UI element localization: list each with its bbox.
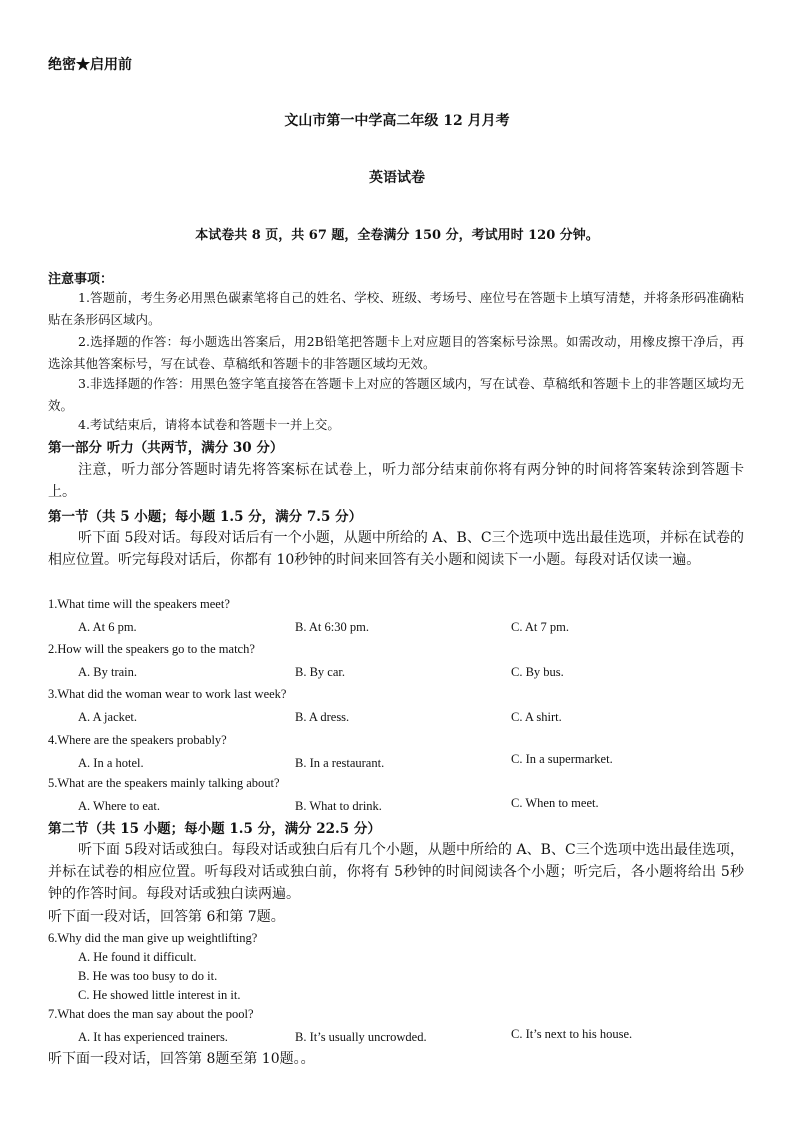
option-5c: C. When to meet.	[511, 796, 599, 810]
option-1c: C. At 7 pm.	[511, 620, 569, 634]
option-1a: A. At 6 pm.	[78, 620, 137, 634]
notice-title: 注意事项：	[48, 272, 114, 287]
question-3: 3.What did the woman wear to work last week?	[48, 687, 287, 701]
option-7c: C. It’s next to his house.	[511, 1027, 633, 1041]
dialogue-group-2: 听下面一段对话，回答第 8题至第 10题。。	[48, 1051, 315, 1067]
exam-title: 文山市第一中学高二年级 12 月月考	[284, 113, 510, 129]
question-1: 1.What time will the speakers meet?	[48, 597, 230, 611]
notice-item: 4.考试结束后，请将本试卷和答题卡一并上交。	[78, 417, 340, 432]
part1-heading: 第一部分 听力（共两节，满分 30 分）	[48, 440, 284, 456]
option-6b: B. He was too busy to do it.	[78, 969, 218, 983]
option-5b: B. What to drink.	[295, 799, 382, 813]
subject-title: 英语试卷	[369, 170, 425, 186]
section2-instructions: 听下面 5段对话或独白。每段对话或独白后有几个小题，从题中所给的 A、B、C三个选项中选出最佳选项，并标在试卷的相应位置。听每段对话或独白前，你将有 5秒钟的时间阅读各个小题；听完后，各小题将给出 5秒钟的作答时间。每段对话或独白读两遍。	[48, 842, 744, 902]
exam-intro: 本试卷共 8 页，共 67 题，全卷满分 150 分，考试用时 120 分钟。	[195, 228, 599, 243]
option-4c: C. In a supermarket.	[511, 752, 613, 766]
question-6: 6.Why did the man give up weightlifting?	[48, 931, 258, 945]
option-3b: B. A dress.	[295, 710, 350, 724]
option-3a: A. A jacket.	[78, 710, 138, 724]
option-3c: C. A shirt.	[511, 710, 562, 724]
question-5: 5.What are the speakers mainly talking about?	[48, 776, 280, 790]
option-4b: B. In a restaurant.	[295, 756, 385, 770]
option-5a: A. Where to eat.	[78, 799, 161, 813]
notice-item: 1.答题前，考生务必用黑色碳素笔将自己的姓名、学校、班级、考场号、座位号在答题卡上填写清楚，并将条形码准确粘贴在条形码区域内。	[48, 290, 744, 327]
option-7a: A. It has experienced trainers.	[78, 1030, 228, 1044]
notice-item: 3.非选择题的作答：用黑色签字笔直接答在答题卡上对应的答题区域内，写在试卷、草稿纸和答题卡上的非答题区域均无效。	[48, 376, 744, 413]
option-1b: B. At 6:30 pm.	[295, 620, 369, 634]
part1-note: 注意，听力部分答题时请先将答案标在试卷上，听力部分结束前你将有两分钟的时间将答案转涂到答题卡上。	[48, 462, 744, 500]
option-7b: B. It’s usually uncrowded.	[295, 1030, 427, 1044]
question-4: 4.Where are the speakers probably?	[48, 733, 227, 747]
option-2b: B. By car.	[295, 665, 345, 679]
section1-instructions: 听下面 5段对话。每段对话后有一个小题，从题中所给的 A、B、C三个选项中选出最佳选项，并标在试卷的相应位置。听完每段对话后，你都有 10秒钟的时间来回答有关小题和阅读下一小题。每段对话仅读一遍。	[48, 530, 744, 568]
option-6c: C. He showed little interest in it.	[78, 988, 241, 1002]
option-2a: A. By train.	[78, 665, 138, 679]
dialogue-group-1: 听下面一段对话，回答第 6和第 7题。	[48, 909, 285, 925]
section2-heading: 第二节（共 15 小题；每小题 1.5 分，满分 22.5 分）	[48, 821, 381, 837]
option-2c: C. By bus.	[511, 665, 564, 679]
question-7: 7.What does the man say about the pool?	[48, 1007, 254, 1021]
question-2: 2.How will the speakers go to the match?	[48, 642, 255, 656]
option-6a: A. He found it difficult.	[78, 950, 197, 964]
option-4a: A. In a hotel.	[78, 756, 144, 770]
notice-item: 2.选择题的作答：每小题选出答案后，用2B铅笔把答题卡上对应题目的答案标号涂黑。如需改动，用橡皮擦干净后，再选涂其他答案标号，写在试卷、草稿纸和答题卡的非答题区域均无效。	[48, 334, 744, 371]
confidential-label: 绝密★启用前	[48, 57, 132, 73]
section1-heading: 第一节（共 5 小题；每小题 1.5 分，满分 7.5 分）	[48, 509, 363, 525]
